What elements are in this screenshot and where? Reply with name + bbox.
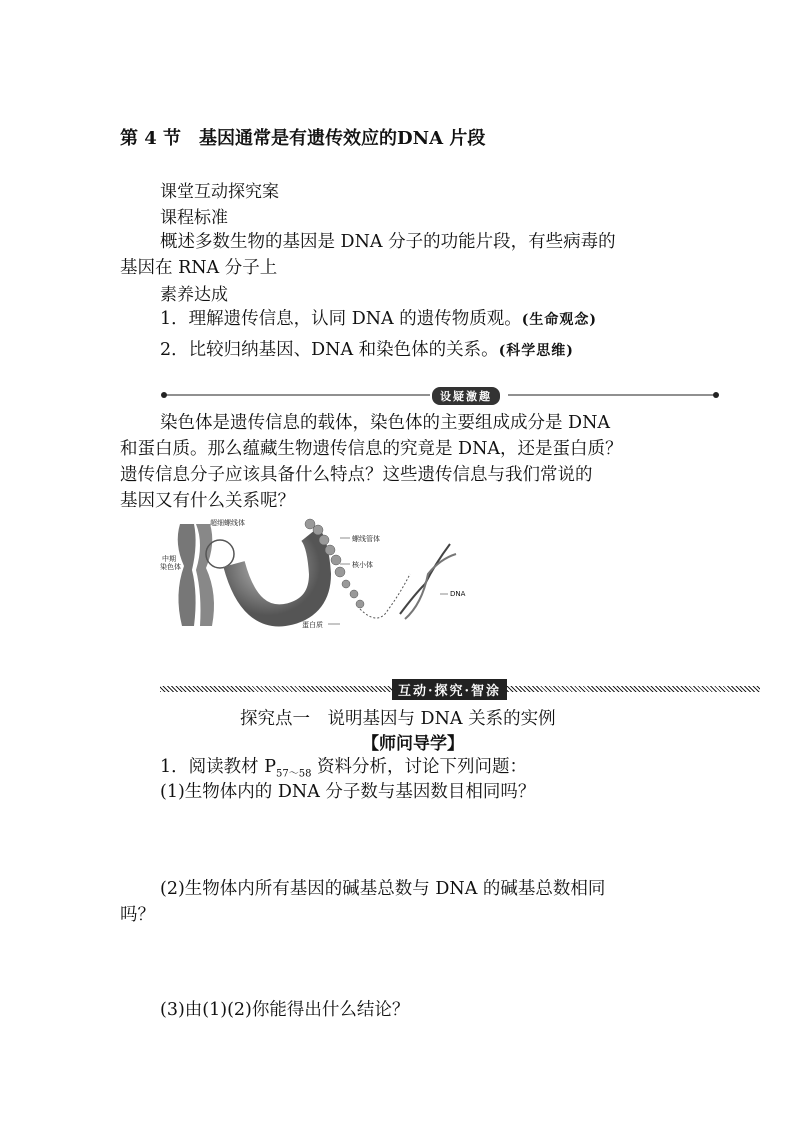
- standard-text-line2: 基因在 RNA 分子上: [120, 258, 278, 278]
- standard-text-line1: 概述多数生物的基因是 DNA 分子的功能片段，有些病毒的: [160, 232, 616, 252]
- standard-heading: 课程标准: [160, 208, 228, 228]
- literacy-heading: 素养达成: [160, 285, 228, 305]
- figure-label-dna: DNA: [450, 590, 466, 598]
- explore-heading: 探究点一 说明基因与 DNA 关系的实例: [240, 709, 556, 729]
- question-1-suffix: 资料分析，讨论下列问题：: [311, 757, 527, 777]
- page-title: 第 4 节 基因通常是有遗传效应的DNA 片段: [120, 128, 486, 149]
- literacy-item-tag: (科学思维): [498, 343, 574, 359]
- literacy-item-2: [160, 336, 574, 361]
- intro-paragraph-line: 基因又有什么关系呢？: [120, 491, 295, 511]
- literacy-item-text: 2．比较归纳基因、DNA 和染色体的关系。: [160, 340, 499, 360]
- section-intro: 课堂互动探究案: [160, 182, 279, 202]
- literacy-item-tag: (生命观念): [521, 312, 597, 328]
- teacher-guide-heading: 【师问导学】: [362, 734, 464, 754]
- question-1-2: (2)生物体内所有基因的碱基总数与 DNA 的碱基总数相同: [160, 879, 606, 899]
- intro-paragraph-line: 染色体是遗传信息的载体，染色体的主要组成成分是 DNA: [160, 413, 611, 433]
- literacy-item-text: 1．理解遗传信息，认同 DNA 的遗传物质观。: [160, 309, 522, 329]
- figure-label-nucleosome: 核小体: [352, 561, 373, 569]
- figure-label-protein: 蛋白质: [302, 621, 323, 629]
- question-1-1: (1)生物体内的 DNA 分子数与基因数目相同吗？: [160, 782, 536, 802]
- intro-paragraph-line: 和蛋白质。那么蕴藏生物遗传信息的究竟是 DNA，还是蛋白质？: [120, 439, 623, 459]
- question-1-3: (3)由(1)(2)你能得出什么结论？: [160, 1000, 410, 1020]
- question-1-pages: 57～58: [275, 768, 312, 780]
- divider-badge: 设疑激趣: [432, 387, 500, 405]
- question-1-prefix: 1．阅读教材 P: [160, 757, 276, 777]
- figure-label-supercoil: 超细螺线体: [210, 519, 245, 527]
- divider-badge: 互动·探究·智涂: [392, 679, 507, 700]
- figure-label-midphase: 中期: [162, 555, 176, 563]
- chromosome-dna-figure: [160, 514, 466, 634]
- question-1-2-cont: 吗？: [120, 905, 155, 925]
- intro-paragraph-line: 遗传信息分子应该具备什么特点？这些遗传信息与我们常说的: [120, 465, 593, 485]
- figure-label-chromosome: 染色体: [160, 563, 181, 571]
- question-1: [160, 753, 527, 780]
- literacy-item-1: [160, 305, 597, 330]
- figure-label-solenoid: 螺线管体: [352, 535, 380, 543]
